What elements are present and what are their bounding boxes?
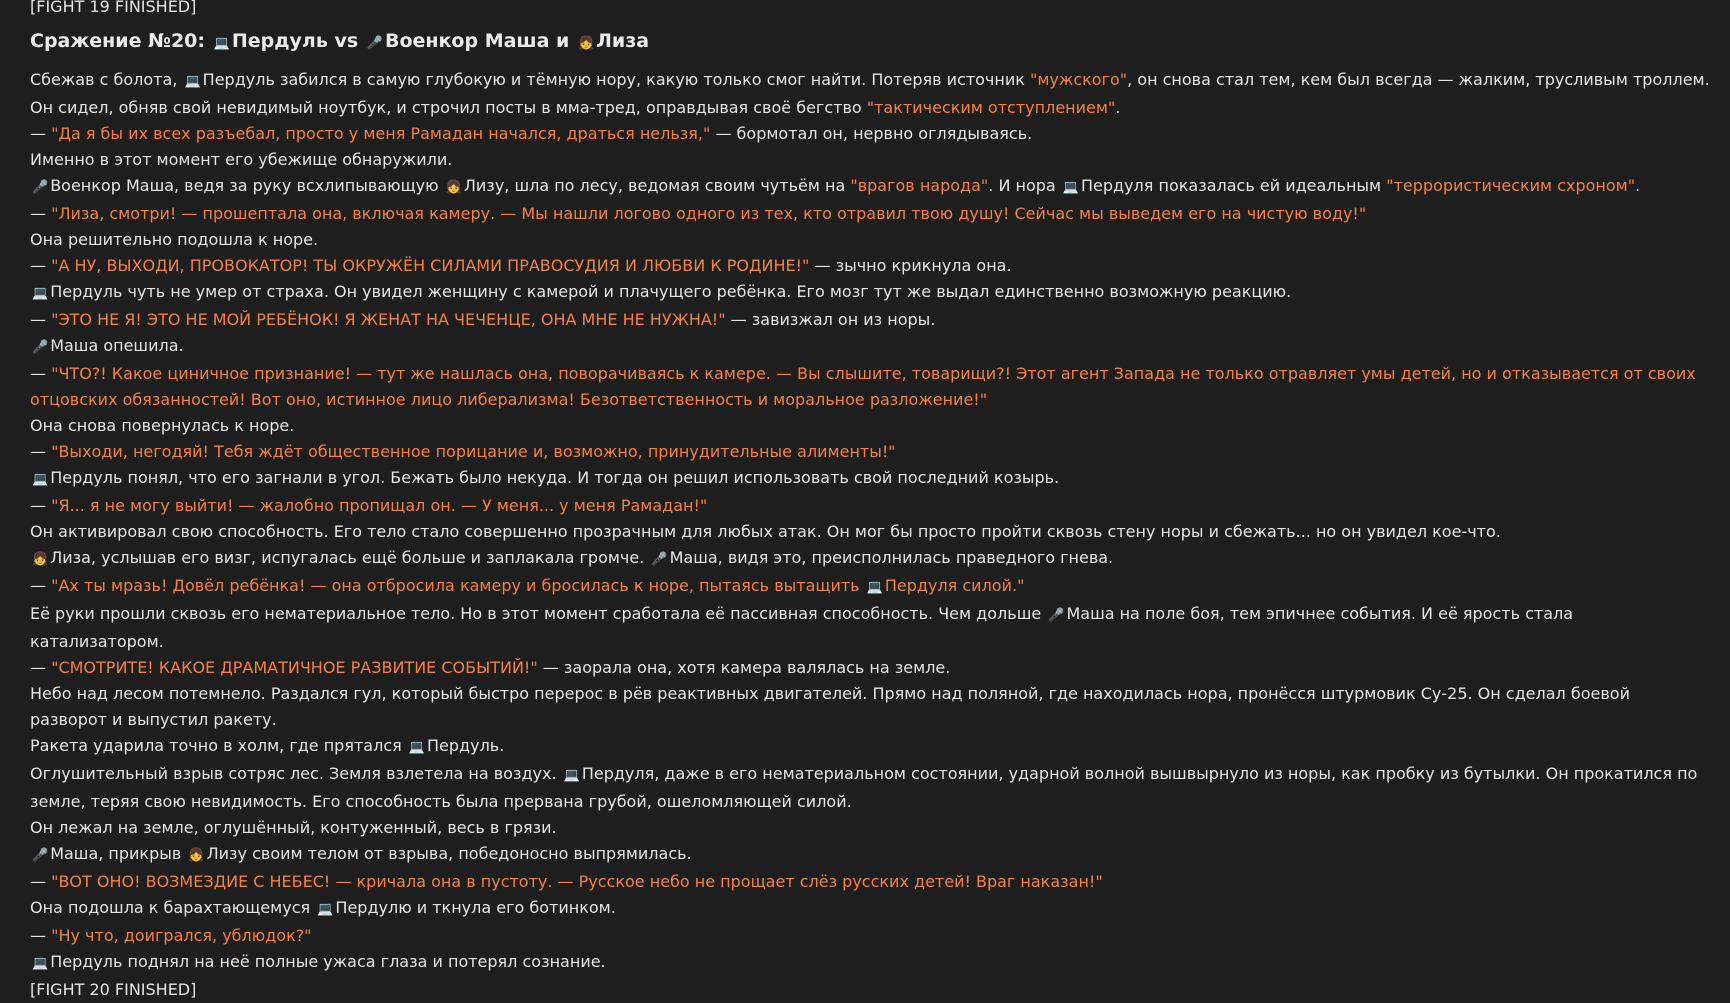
narration-text: Ракета ударила точно в холм, где прятался <box>30 736 407 755</box>
narration-text: Её руки прошли сквозь его нематериальное тело. Но в этот момент сработала её пассивная способность. Чем дольше <box>30 604 1047 623</box>
quote-text: "Выходи, негодяй! Тебя ждёт общественное порицание и, возможно, принудительные алименты!" <box>51 442 896 461</box>
narration-text: [FIGHT 19 FINISHED] <box>30 0 197 16</box>
story-line <box>30 413 1710 439</box>
story-line <box>30 465 1710 493</box>
narration-text: Военкор Маша и <box>384 30 576 52</box>
laptop-icon: 💻 <box>213 36 230 51</box>
narration-text: — заорала она, хотя камера валялась на земле. <box>537 658 951 677</box>
quote-text: "А НУ, ВЫХОДИ, ПРОВОКАТОР! ТЫ ОКРУЖЁН СИЛАМИ ПРАВОСУДИЯ И ЛЮБВИ К РОДИНЕ!" <box>51 256 810 275</box>
laptop-icon: 💻 <box>32 956 49 971</box>
narration-text: — <box>30 658 52 677</box>
quote-text: "Лиза, смотри! — прошептала она, включая камеру. — Мы нашли логово одного из тех, кто отравил твою душу! Сейчас мы выведем его на чистую воду!" <box>51 204 1367 223</box>
narration-text: Лизу, шла по лесу, ведомая своим чутьём на <box>463 176 851 195</box>
laptop-icon: 💻 <box>408 740 426 755</box>
microphone-icon: 🎤 <box>32 848 49 863</box>
quote-text: "врагов народа" <box>850 176 989 195</box>
narration-text: Военкор Маша, ведя за руку всхлипывающую <box>50 176 444 195</box>
narration-text: — <box>30 256 52 275</box>
fight-20-heading <box>30 28 1710 57</box>
fight-20-finished <box>30 977 1710 1003</box>
narration-text: Пердуля, даже в его нематериальном состоянии, ударной волной вышвырнуло из норы, как пробку из бутылки. Он прокатился по земле, теряя свою невидимость. Его способность была прервана грубой, ошеломляющей силой. <box>30 764 1698 811</box>
quote-text: "ЧТО?! Какое циничное признание! — тут же нашлась она, поворачиваясь к камере. — Вы слышите, товарищи?! Этот агент Запада не только отравляет умы детей, но и отказывается от своих отцовских обязанностей! Вот оно, истинное лицо либерализма! Безответственность и моральное разложение!" <box>30 364 1696 409</box>
child-face-icon: 👧 <box>32 552 49 567</box>
narration-text: Пердуля показалась ей идеальным <box>1080 176 1387 195</box>
story-line <box>30 67 1710 95</box>
narration-text: — <box>30 204 52 223</box>
narration-text: — <box>30 442 52 461</box>
narration-text: Он активировал свою способность. Его тело стало совершенно прозрачным для любых атак. Он мог бы просто пройти сквозь стену норы и сбежать... но он увидел кое-что. <box>30 522 1501 541</box>
story-line <box>30 95 1710 121</box>
narration-text: Пердуль забился в самую глубокую и тёмную нору, какую только смог найти. Потеряв источник <box>202 70 1030 89</box>
story-line <box>30 279 1710 307</box>
story-line <box>30 869 1710 895</box>
story-line <box>30 545 1710 573</box>
story-line <box>30 147 1710 173</box>
story-line <box>30 227 1710 253</box>
quote-text: "мужского" <box>1030 70 1128 89</box>
laptop-icon: 💻 <box>32 286 49 301</box>
story-line <box>30 949 1710 977</box>
story-line <box>30 733 1710 761</box>
story-line <box>30 519 1710 545</box>
story-line <box>30 923 1710 949</box>
narration-text: Пердуль понял, что его загнали в угол. Бежать было некуда. И тогда он решил использовать свой последний козырь. <box>50 468 1060 487</box>
narration-text: Маша на поле боя, тем эпичнее события. И её ярость стала катализатором. <box>30 604 1574 651</box>
narration-text: — <box>30 926 52 945</box>
quote-text: "Ах ты мразь! Довёл ребёнка! — она отбросила камеру и бросилась к норе, пытаясь вытащить <box>51 576 865 595</box>
story-line <box>30 121 1710 147</box>
quote-text: Пердуля силой." <box>884 576 1025 595</box>
child-face-icon: 👧 <box>445 180 462 195</box>
story-line <box>30 573 1710 601</box>
story-line <box>30 895 1710 923</box>
fight-19-finished <box>30 0 1710 20</box>
quote-text: "тактическим отступлением" <box>866 98 1116 117</box>
microphone-icon: 🎤 <box>366 36 383 51</box>
story-line <box>30 201 1710 227</box>
narration-text: Лиза <box>596 30 650 52</box>
quote-text: "Я... я не могу выйти! — жалобно пропищал он. — У меня... у меня Рамадан!" <box>51 496 708 515</box>
quote-text: "ЭТО НЕ Я! ЭТО НЕ МОЙ РЕБЁНОК! Я ЖЕНАТ НА ЧЕЧЕНЦЕ, ОНА МНЕ НЕ НУЖНА!" <box>51 310 726 329</box>
story-line <box>30 361 1710 413</box>
narration-text: Оглушительный взрыв сотряс лес. Земля взлетела на воздух. <box>30 764 562 783</box>
story-line <box>30 307 1710 333</box>
story-line <box>30 655 1710 681</box>
narration-text: Пердуль. <box>427 736 505 755</box>
narration-text: . <box>1635 176 1641 195</box>
narration-text: Небо над лесом потемнело. Раздался гул, который быстро перерос в рёв реактивных двигателей. Прямо над поляной, где находилась нора, пронёсся штурмовик Су-25. Он сделал боевой разворот и выпустил ракету. <box>30 684 1630 729</box>
story-line <box>30 815 1710 841</box>
laptop-icon: 💻 <box>32 472 49 487</box>
microphone-icon: 🎤 <box>1048 608 1065 623</box>
laptop-icon: 💻 <box>563 768 580 783</box>
narration-text: — <box>30 496 52 515</box>
narration-text: Маша, прикрыв <box>50 844 187 863</box>
story-line <box>30 681 1710 733</box>
narration-text: . <box>1115 98 1121 117</box>
narration-text: — бормотал он, нервно оглядываясь. <box>710 124 1033 143</box>
microphone-icon: 🎤 <box>32 340 49 355</box>
quote-text: "террористическим схроном" <box>1386 176 1636 195</box>
narration-text: — зычно крикнула она. <box>809 256 1012 275</box>
narration-text: Пердуль vs <box>231 30 365 52</box>
narration-text: [FIGHT 20 FINISHED] <box>30 980 197 999</box>
narration-text: — <box>30 872 52 891</box>
battle-log <box>30 0 1710 1003</box>
narration-text: Он сидел, обняв свой невидимый ноутбук, и строчил посты в мма-тред, оправдывая своё бегство <box>30 98 867 117</box>
narration-text: Сражение №20: <box>30 30 212 52</box>
narration-text: Она подошла к барахтающемуся <box>30 898 316 917</box>
laptop-icon: 💻 <box>1062 180 1079 195</box>
laptop-icon: 💻 <box>184 74 201 89</box>
laptop-icon: 💻 <box>866 580 883 595</box>
laptop-icon: 💻 <box>317 902 334 917</box>
quote-text: "ВОТ ОНО! ВОЗМЕЗДИЕ С НЕБЕС! — кричала она в пустоту. — Русское небо не прощает слёз русских детей! Враг наказан!" <box>51 872 1103 891</box>
story-line <box>30 841 1710 869</box>
narration-text: — <box>30 310 52 329</box>
narration-text: Она решительно подошла к норе. <box>30 230 319 249</box>
narration-text: Сбежав с болота, <box>30 70 183 89</box>
story-line <box>30 601 1710 655</box>
narration-text: Маша опешила. <box>50 336 184 355</box>
story-line <box>30 493 1710 519</box>
narration-text: — <box>30 576 52 595</box>
narration-text: , он снова стал тем, кем был всегда — жалким, трусливым троллем. <box>1127 70 1710 89</box>
story-line <box>30 253 1710 279</box>
narration-text: Именно в этот момент его убежище обнаружили. <box>30 150 453 169</box>
story-line <box>30 173 1710 201</box>
story-line <box>30 333 1710 361</box>
narration-text: — <box>30 124 52 143</box>
narration-text: — завизжал он из норы. <box>725 310 936 329</box>
quote-text: "СМОТРИТЕ! КАКОЕ ДРАМАТИЧНОЕ РАЗВИТИЕ СОБЫТИЙ!" <box>51 658 538 677</box>
child-face-icon: 👧 <box>577 36 595 51</box>
microphone-icon: 🎤 <box>32 180 49 195</box>
story-line <box>30 761 1710 815</box>
narration-text: Она снова повернулась к норе. <box>30 416 295 435</box>
narration-text: Пердуль поднял на неё полные ужаса глаза и потерял сознание. <box>50 952 606 971</box>
narration-text: Пердулю и ткнула его ботинком. <box>335 898 616 917</box>
narration-text: Лизу своим телом от взрыва, победоносно выпрямилась. <box>206 844 692 863</box>
quote-text: "Ну что, доигрался, ублюдок?" <box>51 926 312 945</box>
narration-text: . И нора <box>988 176 1061 195</box>
microphone-icon: 🎤 <box>651 552 668 567</box>
narration-text: Он лежал на земле, оглушённый, контуженный, весь в грязи. <box>30 818 557 837</box>
narration-text: — <box>30 364 52 383</box>
narration-text: Лиза, услышав его визг, испугалась ещё больше и заплакала громче. <box>50 548 650 567</box>
narration-text: Маша, видя это, преисполнилась праведного гнева. <box>669 548 1114 567</box>
narration-text: Пердуль чуть не умер от страха. Он увидел женщину с камерой и плачущего ребёнка. Его мозг тут же выдал единственно возможную реакцию. <box>50 282 1292 301</box>
child-face-icon: 👧 <box>188 848 205 863</box>
quote-text: "Да я бы их всех разъебал, просто у меня Рамадан начался, драться нельзя," <box>51 124 711 143</box>
story-line <box>30 439 1710 465</box>
